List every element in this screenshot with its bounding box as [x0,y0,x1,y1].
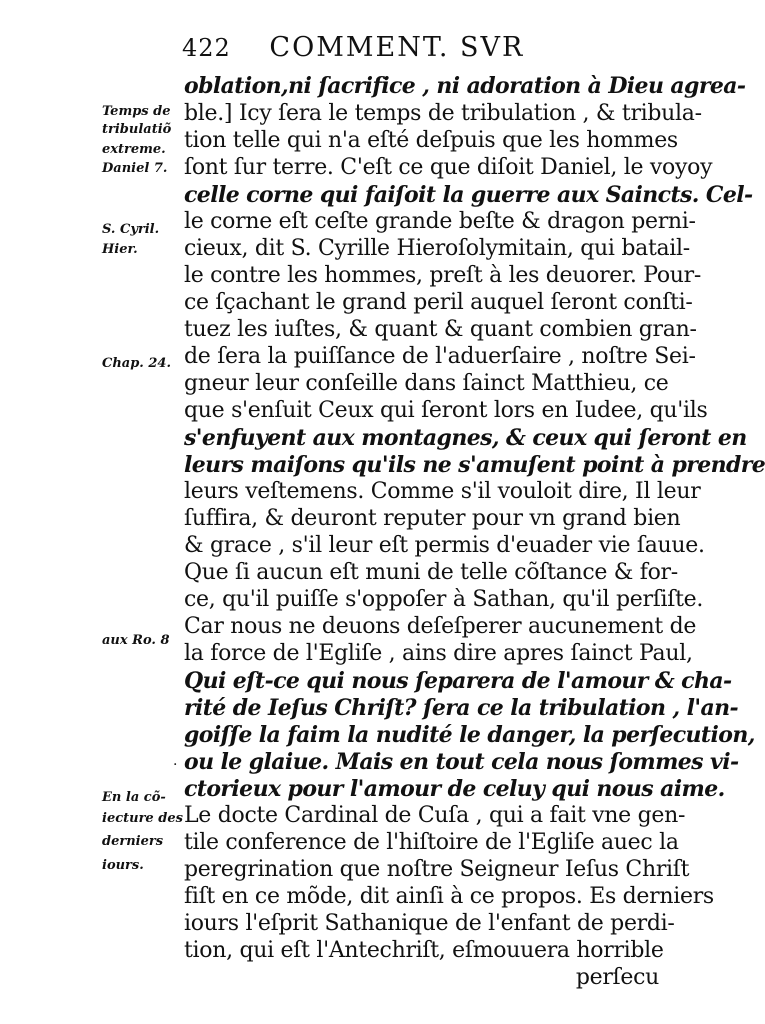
text-line: leurs maiſons qu'ils ne s'amuſent point à prendre [184,452,765,478]
margin-note: S. Cyril. [102,222,160,237]
text-line: ſont ſur terre. C'eſt ce que diſoit Daniel, le voyoy [184,155,713,180]
text-line: Car nous ne deuons deſeſperer aucunement de [184,614,697,639]
text-line: ce, qu'il puiſſe s'oppoſer à Sathan, qu'il perſiſte. [184,587,704,612]
text-line: que s'enſuit Ceux qui ſeront lors en Iudee, qu'ils [184,398,708,423]
text-line: Le docte Cardinal de Cuſa , qui a fait vne gen- [184,803,686,828]
text-line: le corne eſt ceſte grande beſte & dragon perni- [184,209,696,234]
running-title: COMMENT. SVR [269,32,525,63]
text-line: ce ſçachant le grand peril auquel ſeront conſti- [184,290,693,315]
margin-note: iecture des [102,811,183,826]
margin-note: tribulatiõ [102,122,172,137]
text-line: goiſſe la faim la nudité le danger, la perſecution, [184,722,755,748]
text-line: cieux, dit S. Cyrille Hieroſolymitain, qui batail- [184,236,690,261]
text-line: tuez les iuſtes, & quant & quant combien gran- [184,317,697,342]
text-line: ſuffira, & deuront reputer pour vn grand bien [184,506,681,531]
running-header [182,32,524,72]
margin-dot: · [173,757,178,773]
text-line: Qui eſt-ce qui nous ſeparera de l'amour & cha- [184,668,732,694]
text-line: rité de Ieſus Chriſt? ſera ce la tribulation , l'an- [184,695,739,721]
margin-note: extreme. [102,142,166,157]
text-line: tion, qui eſt l'Antechriſt, eſmouuera horrible [184,938,664,963]
text-line: la force de l'Egliſe , ains dire apres ſainct Paul, [184,641,693,666]
margin-note: Daniel 7. [102,161,168,176]
text-line: s'enfuyent aux montagnes, & ceux qui ſeront en [184,425,747,451]
text-line: leurs veſtemens. Comme s'il vouloit dire, Il leur [184,479,701,504]
page-number: 422 [182,34,231,62]
text-line: tile conference de l'hiſtoire de l'Egliſe auec la [184,830,679,855]
catchword: perſecu [575,965,659,990]
text-line: ble.] Icy ſera le temps de tribulation , & tribula- [184,101,702,126]
text-line: tion telle qui n'a eſté deſpuis que les hommes [184,128,678,153]
text-line: & grace , s'il leur eſt permis d'euader vie ſauue. [184,533,705,558]
text-line: peregrination que noſtre Seigneur Ieſus Chriſt [184,857,690,882]
text-line: le contre les hommes, preſt à les deuorer. Pour- [184,263,701,288]
text-line: gneur leur conſeille dans ſainct Matthieu, ce [184,371,669,396]
margin-note: aux Ro. 8 [102,633,170,648]
text-line: fiſt en ce mõde, dit ainſi à ce propos. Es derniers [184,884,714,909]
margin-note: derniers [102,834,164,849]
text-line: oblation,ni ſacrifice , ni adoration à Dieu agrea- [184,73,746,99]
text-line: celle corne qui faiſoit la guerre aux Saincts. Cel- [184,182,753,208]
text-line: de ſera la puiſſance de l'aduerſaire , noſtre Sei- [184,344,696,369]
text-line: iours l'eſprit Sathanique de l'enfant de perdi- [184,911,675,936]
margin-note: En la cõ- [102,790,166,805]
text-line: Que ſi aucun eſt muni de telle cõſtance & for- [184,560,678,585]
margin-note: Chap. 24. [102,356,171,371]
text-line: ctorieux pour l'amour de celuy qui nous aime. [184,776,725,802]
margin-note: Temps de [102,104,171,119]
text-line: ou le glaiue. Mais en tout cela nous ſommes vi- [184,749,739,775]
margin-note: iours. [102,858,144,873]
margin-note: Hier. [102,242,138,257]
